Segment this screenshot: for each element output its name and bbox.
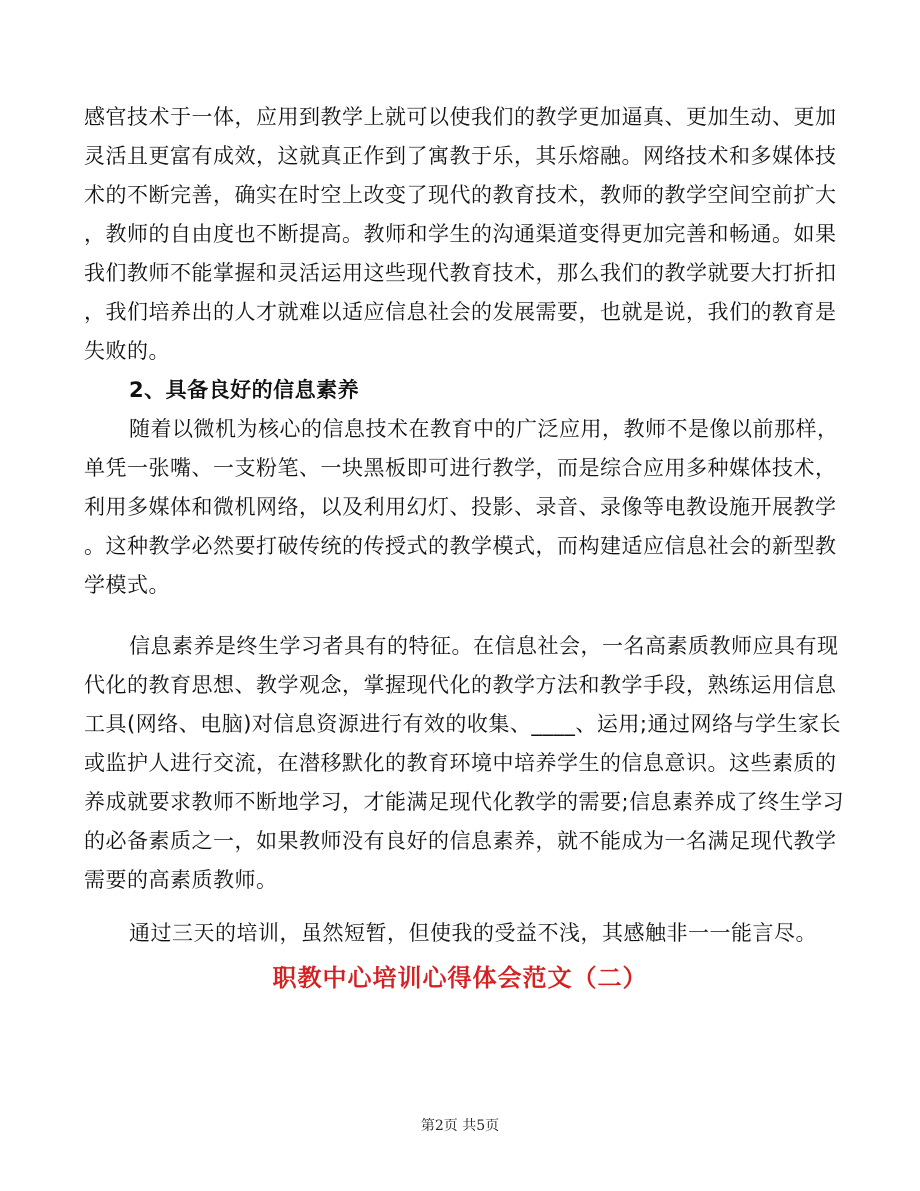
body-line: 养成就要求教师不断地学习，才能满足现代化教学的需要;信息素养成了终生学习: [84, 790, 844, 814]
paragraph-first-line: 信息素养是终生学习者具有的特征。在信息社会，一名高素质教师应具有现: [129, 634, 839, 658]
body-line: 灵活且更富有成效，这就真正作到了寓教于乐，其乐熔融。网络技术和多媒体技: [84, 144, 837, 168]
section-heading: 2、具备良好的信息素养: [129, 378, 360, 402]
body-line: 或监护人进行交流，在潜移默化的教育环境中培养学生的信息意识。这些素质的: [84, 751, 837, 775]
paragraph-first-line: 通过三天的培训，虽然短暂，但使我的受益不浅，其感触非一一能言尽。: [129, 921, 817, 945]
body-line: 代化的教育思想、教学观念，掌握现代化的教学方法和教学手段，熟练运用信息: [84, 673, 837, 697]
body-line: 术的不断完善，确实在时空上改变了现代的教育技术，教师的教学空间空前扩大: [84, 183, 837, 207]
body-line: 利用多媒体和微机网络，以及利用幻灯、投影、录音、录像等电教设施开展教学: [84, 495, 837, 519]
body-line: 感官技术于一体，应用到教学上就可以使我们的教学更加逼真、更加生动、更加: [84, 105, 837, 129]
body-line: 的必备素质之一，如果教师没有良好的信息素养，就不能成为一名满足现代教学: [84, 829, 837, 853]
body-line: 。这种教学必然要打破传统的传授式的教学模式，而构建适应信息社会的新型教: [84, 534, 837, 558]
body-line: ，我们培养出的人才就难以适应信息社会的发展需要，也就是说，我们的教育是: [84, 300, 837, 324]
section-title: 职教中心培训心得体会范文（二）: [272, 963, 648, 992]
body-line: 我们教师不能掌握和灵活运用这些现代教育技术，那么我们的教学就要大打折扣: [84, 261, 837, 285]
body-line: 需要的高素质教师。: [84, 868, 278, 892]
body-line: 失败的。: [84, 339, 170, 363]
paragraph-first-line: 随着以微机为核心的信息技术在教育中的广泛应用，教师不是像以前那样，: [129, 417, 839, 441]
body-line: 工具(网络、电脑)对信息资源进行有效的收集、____、运用;通过网络与学生家长: [84, 712, 841, 736]
body-line: ，教师的自由度也不断提高。教师和学生的沟通渠道变得更加完善和畅通。如果: [84, 222, 837, 246]
page-footer: 第2页 共5页: [420, 1118, 500, 1134]
body-line: 学模式。: [84, 573, 170, 597]
body-line: 单凭一张嘴、一支粉笔、一块黑板即可进行教学，而是综合应用多种媒体技术，: [84, 456, 837, 480]
